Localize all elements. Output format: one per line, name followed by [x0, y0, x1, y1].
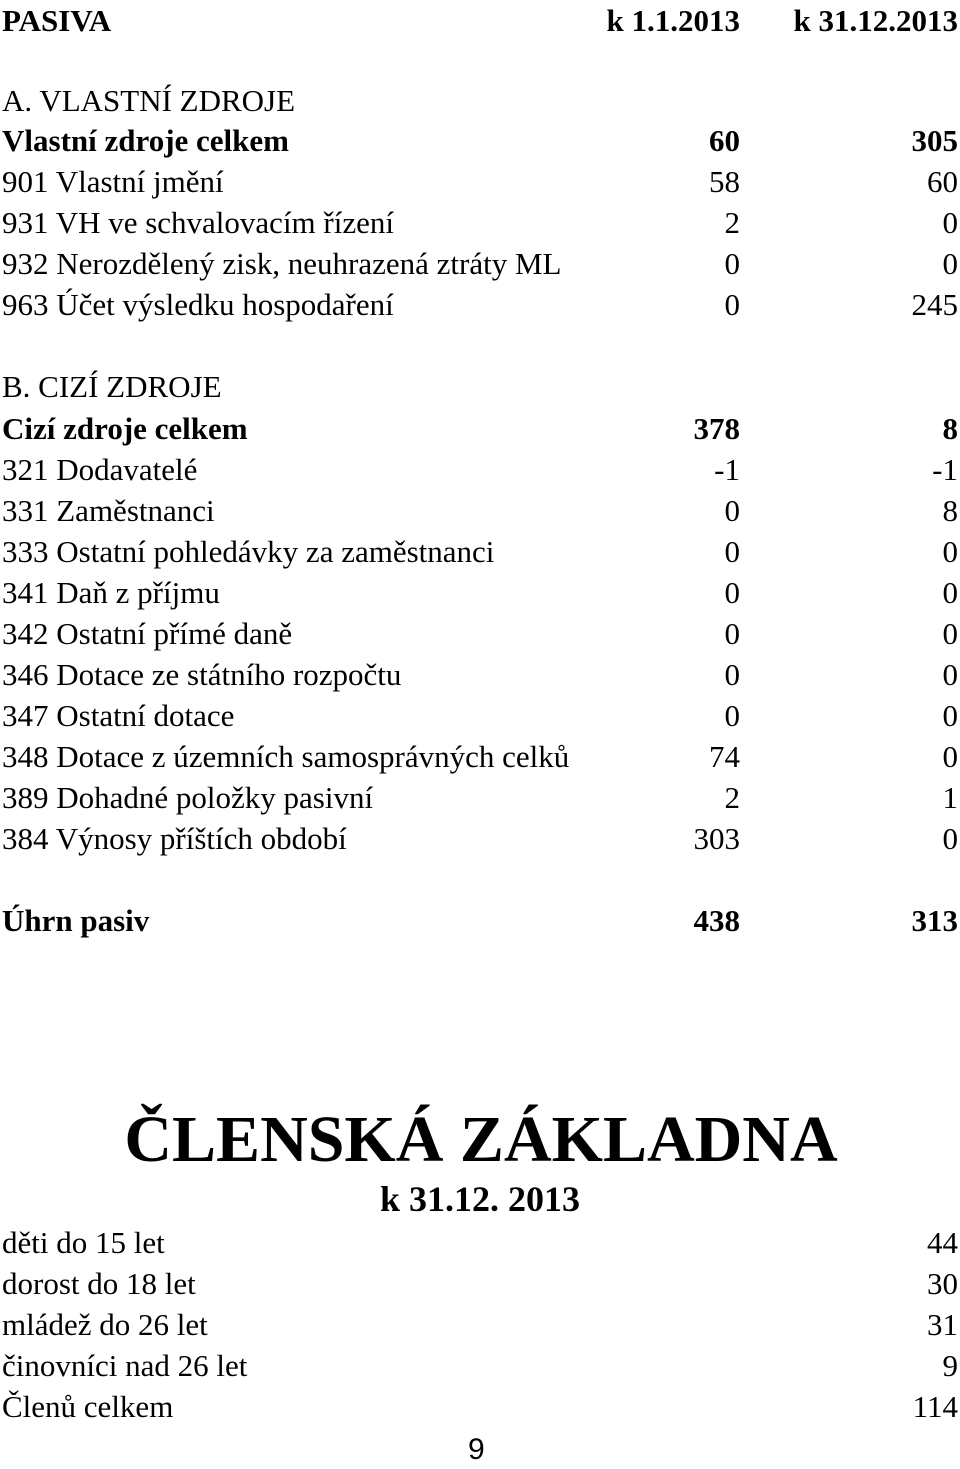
table-row: 931 VH ve schvalovacím řízení 2 0 [2, 205, 958, 240]
section-b-total-row: Cizí zdroje celkem 378 8 [2, 411, 958, 446]
list-item: děti do 15 let 44 [2, 1225, 958, 1260]
list-item: mládež do 26 let 31 [2, 1307, 958, 1342]
column-header-end: k 31.12.2013 [793, 3, 958, 38]
section-b-title: B. CIZÍ ZDROJE [2, 369, 222, 404]
table-row: 331 Zaměstnanci 0 8 [2, 493, 958, 528]
table-row: 963 Účet výsledku hospodaření 0 245 [2, 287, 958, 322]
membership-title: ČLENSKÁ ZÁKLADNA [124, 1103, 838, 1176]
table-row: 384 Výnosy příštích období 303 0 [2, 821, 958, 856]
pasiva-header [0, 0, 960, 41]
table-row: 342 Ostatní přímé daně 0 0 [2, 616, 958, 651]
table-row: 346 Dotace ze státního rozpočtu 0 0 [2, 657, 958, 692]
table-row: 321 Dodavatelé -1 -1 [2, 452, 958, 487]
table-row: 389 Dohadné položky pasivní 2 1 [2, 780, 958, 815]
page-number: 9 [468, 1433, 485, 1466]
pasiva-title: PASIVA [2, 3, 112, 38]
column-header-start: k 1.1.2013 [606, 3, 740, 38]
table-row: 333 Ostatní pohledávky za zaměstnanci 0 0 [2, 534, 958, 569]
table-row: 901 Vlastní jmění 58 60 [2, 164, 958, 199]
table-row: 341 Daň z příjmu 0 0 [2, 575, 958, 610]
table-row: 348 Dotace z územních samosprávných celků 74 0 [2, 739, 958, 774]
section-a-total-row: Vlastní zdroje celkem 60 305 [2, 123, 958, 158]
list-item: činovníci nad 26 let 9 [2, 1348, 958, 1383]
membership-date: k 31.12. 2013 [379, 1179, 581, 1219]
grand-total-row: Úhrn pasiv 438 313 [2, 903, 958, 938]
table-row: 932 Nerozdělený zisk, neuhrazená ztráty ML 0 0 [2, 246, 958, 281]
list-item: Členů celkem 114 [2, 1389, 958, 1424]
table-row: 347 Ostatní dotace 0 0 [2, 698, 958, 733]
list-item: dorost do 18 let 30 [2, 1266, 958, 1301]
section-a-title: A. VLASTNÍ ZDROJE [2, 83, 296, 118]
